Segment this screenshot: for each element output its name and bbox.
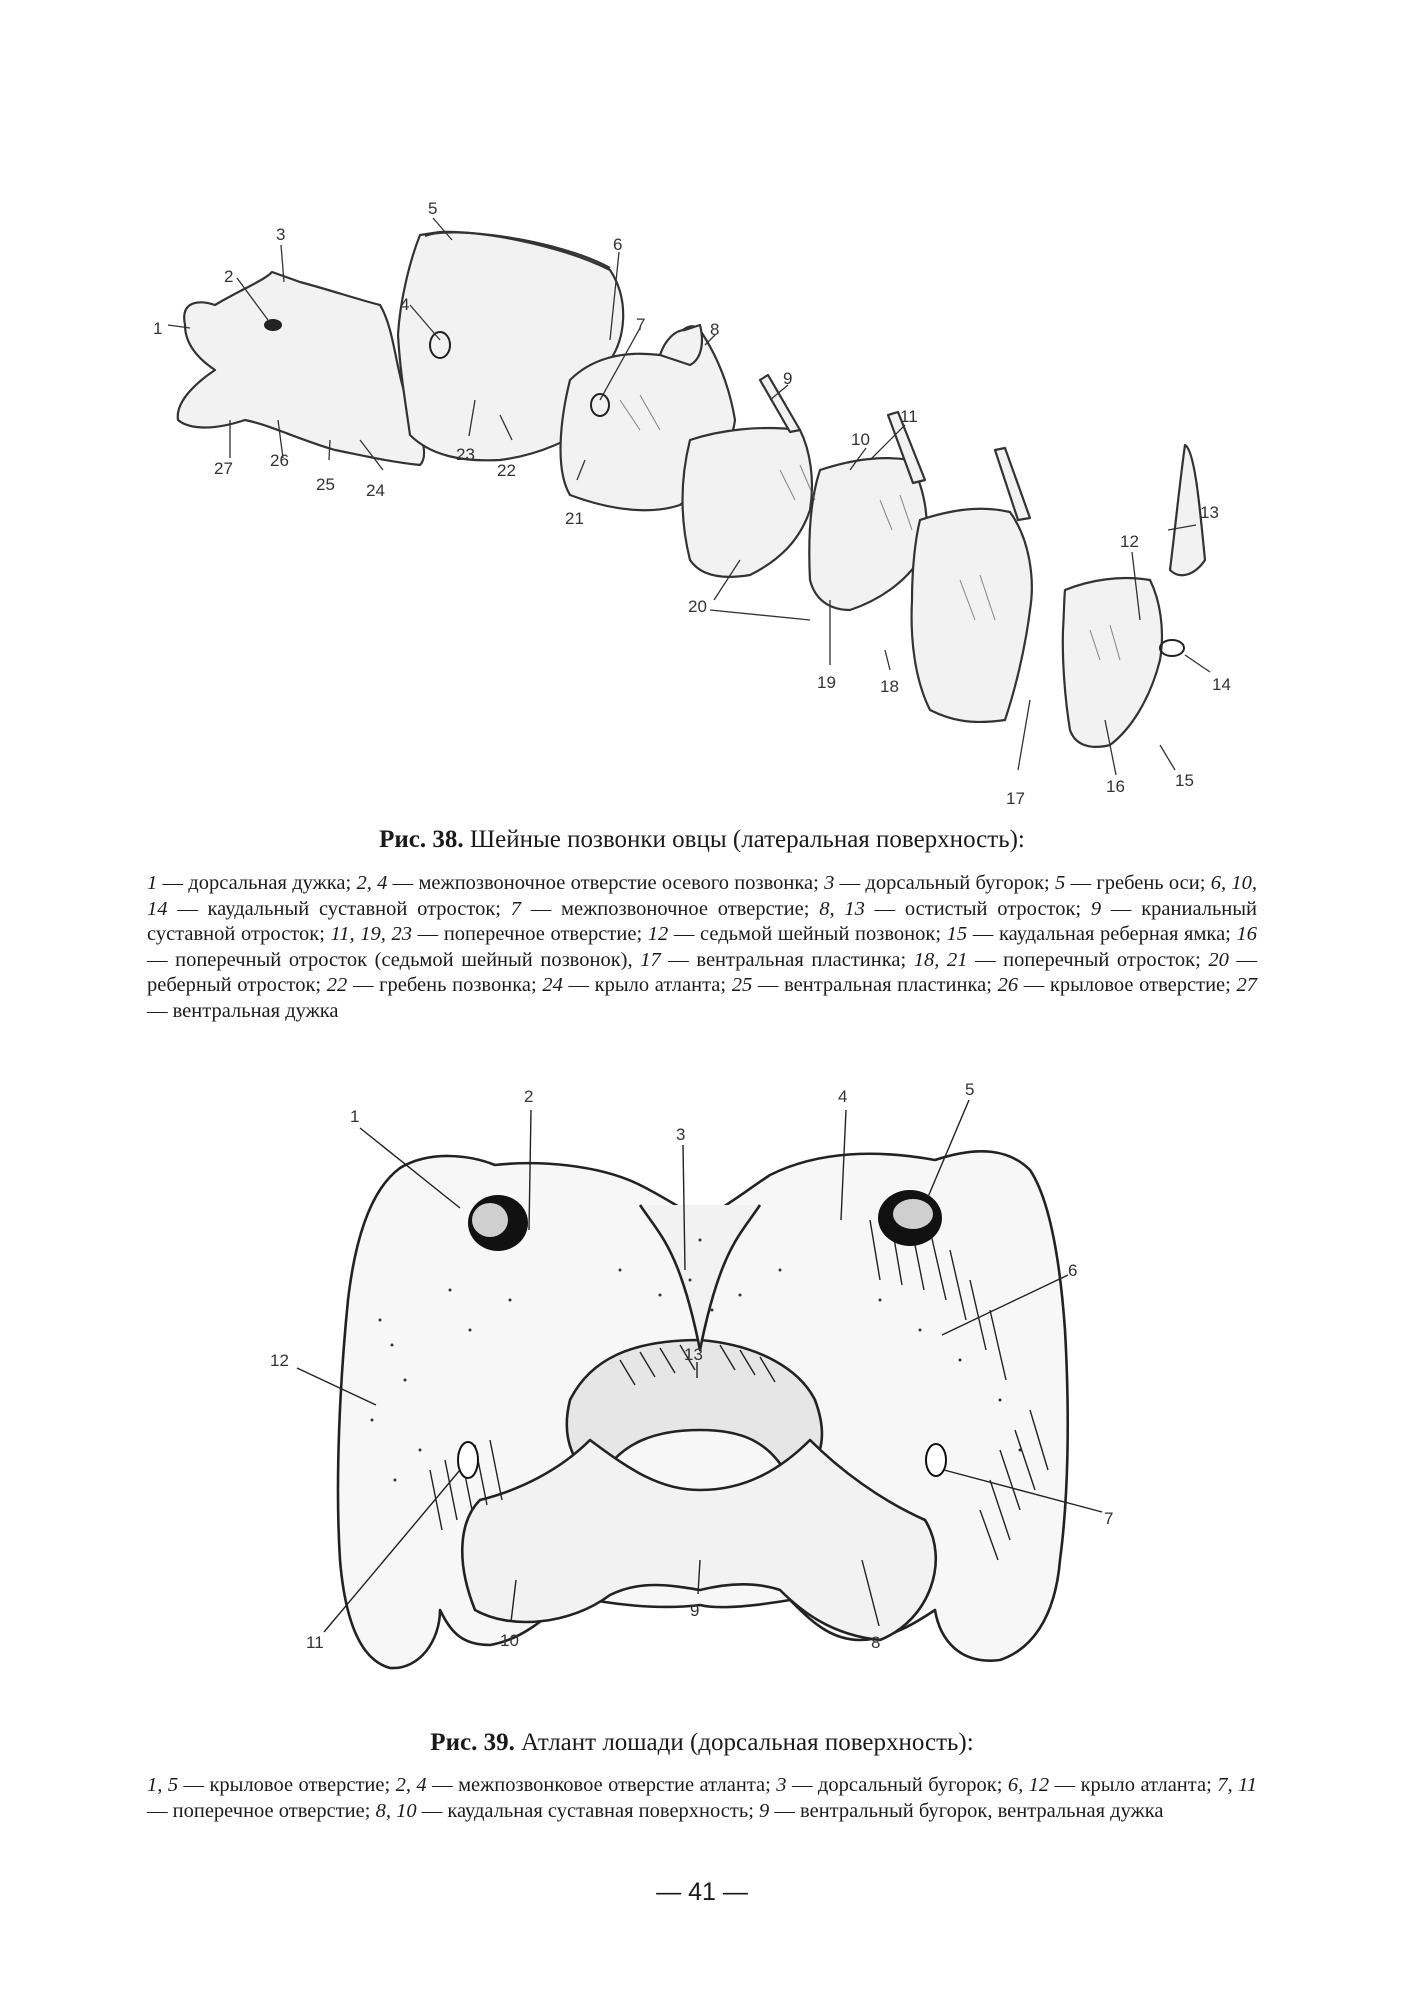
caption-entry-number: 11, 19, 23: [330, 923, 413, 945]
fig39-label-12: 12: [270, 1351, 289, 1370]
caption-entry-number: 15: [946, 923, 968, 945]
caption-entry-text: — каудальная реберная ямка;: [967, 923, 1237, 945]
fig38-label-23: 23: [456, 445, 475, 464]
fig38-label-9: 9: [783, 369, 793, 388]
caption-entry-number: 27: [1236, 974, 1258, 996]
caption-entry-number: 8, 10: [375, 1799, 417, 1822]
fig38-label-1: 1: [153, 319, 163, 338]
fig38-label-6: 6: [613, 235, 623, 254]
fig39-label-3: 3: [676, 1125, 686, 1144]
caption-entry-text: — вентральная пластинка;: [660, 948, 914, 971]
fig38-label-8: 8: [710, 320, 720, 339]
fig39-label-5: 5: [965, 1080, 975, 1099]
caption-entry-text: — межпозвонковое отверстие атланта;: [426, 1774, 777, 1796]
page-number: — 41 —: [656, 1878, 748, 1906]
caption-entry-text: — вентральная пластинка;: [752, 974, 998, 996]
caption-entry-text: — краниальный суставной отросток;: [147, 897, 1258, 945]
caption-entry-text: — дорсальный бугорок;: [786, 1774, 1008, 1796]
caption-entry-number: 22: [326, 974, 348, 996]
caption-entry-number: 17: [640, 948, 661, 971]
fig38-label-27: 27: [214, 459, 233, 478]
fig38-label-12: 12: [1120, 532, 1139, 551]
caption-entry-number: 18, 21: [913, 948, 968, 971]
caption-entry-text: — крыловое отверстие;: [1018, 974, 1237, 996]
caption-entry-text: — крыловое отверстие;: [178, 1774, 396, 1796]
fig38-label-22: 22: [497, 461, 516, 480]
caption-entry-number: 9: [759, 1799, 770, 1822]
fig38-label-25: 25: [316, 475, 335, 494]
caption-entry-text: — крыло атланта;: [562, 974, 732, 996]
fig38-label-2: 2: [224, 267, 234, 286]
caption-entry-text: — межпозвоночное отверстие;: [521, 897, 820, 920]
caption-entry-text: — вентральный бугорок, вентральная дужка: [769, 1799, 1164, 1822]
figure-39-caption-text: [147, 1773, 1257, 1824]
figure-38-illustration: [0, 0, 1404, 830]
horse-atlas-drawing: [338, 1151, 1068, 1668]
caption-entry-text: — каудальная суставная поверхность;: [416, 1799, 760, 1822]
caption-entry-text: — поперечный отросток;: [967, 948, 1209, 971]
fig39-label-6: 6: [1068, 1261, 1078, 1280]
fig39-label-13: 13: [684, 1345, 703, 1364]
caption-entry-text: — гребень позвонка;: [347, 974, 543, 996]
caption-entry-number: 24: [542, 974, 563, 996]
caption-entry-number: 12: [647, 923, 669, 945]
caption-entry-number: 7: [510, 897, 522, 920]
caption-entry-number: 26: [997, 974, 1019, 996]
caption-entry-number: 6, 12: [1007, 1774, 1050, 1796]
fig38-label-3: 3: [276, 225, 286, 244]
caption-entry-number: 3: [824, 872, 835, 894]
figure-38-caption-text: [147, 871, 1257, 1024]
caption-entry-number: 3: [776, 1774, 787, 1796]
fig38-label-24: 24: [366, 481, 385, 500]
fig38-label-15: 15: [1175, 771, 1194, 790]
caption-entry-text: — гребень оси;: [1065, 872, 1211, 894]
figure-38-caption-title: [0, 826, 1404, 854]
fig39-label-7: 7: [1104, 1509, 1114, 1528]
fig39-label-1: 1: [350, 1107, 360, 1126]
fig38-label-14: 14: [1212, 675, 1231, 694]
fig38-label-26: 26: [270, 451, 289, 470]
caption-entry-text: — реберный отросток;: [147, 948, 1257, 996]
figure-38-caption-heading: Шейные позвонки овцы (латеральная поверхность):: [469, 826, 1025, 853]
figure-39-illustration: [0, 1080, 1404, 1720]
caption-entry-text: — каудальный суставной отросток;: [167, 897, 511, 920]
caption-entry-number: 20: [1208, 948, 1229, 971]
fig38-label-16: 16: [1106, 777, 1125, 796]
caption-entry-text: — крыло атланта;: [1049, 1774, 1218, 1796]
caption-entry-text: — дорсальная дужка;: [157, 872, 357, 894]
caption-entry-number: 6, 10, 14: [147, 872, 1258, 920]
fig39-label-4: 4: [838, 1087, 848, 1106]
caption-entry-number: 1: [147, 872, 158, 894]
caption-entry-text: — поперечный отросток (седьмой шейный позвонок),: [147, 948, 641, 971]
caption-entry-text: — остистый отросток;: [864, 897, 1091, 920]
caption-entry-number: 16: [1236, 923, 1258, 945]
caption-entry-number: 9: [1090, 897, 1102, 920]
fig38-label-7: 7: [636, 315, 646, 334]
fig38-label-13: 13: [1200, 503, 1219, 522]
caption-entry-text: — поперечное отверстие;: [412, 923, 648, 945]
caption-entry-text: — межпозвоночное отверстие осевого позвонка;: [387, 872, 825, 894]
fig39-label-11: 11: [306, 1633, 324, 1652]
figure-39-caption-heading: Атлант лошади (дорсальная поверхность):: [521, 1729, 974, 1756]
fig38-label-10: 10: [851, 430, 870, 449]
caption-entry-number: 2, 4: [356, 872, 388, 894]
fig38-label-4: 4: [400, 295, 410, 314]
figure-39-caption-number: Рис. 39.: [430, 1729, 515, 1756]
fig38-label-11: 11: [900, 407, 918, 426]
fig39-label-8: 8: [871, 1633, 881, 1652]
caption-entry-text: — поперечное отверстие;: [147, 1799, 376, 1822]
caption-entry-number: 5: [1055, 872, 1066, 894]
fig38-label-20: 20: [688, 597, 707, 616]
caption-entry-text: — седьмой шейный позвонок;: [668, 923, 947, 945]
caption-entry-number: 25: [731, 974, 753, 996]
fig38-label-21: 21: [565, 509, 584, 528]
fig38-label-17: 17: [1006, 789, 1025, 808]
fig39-label-10: 10: [500, 1631, 519, 1650]
fig39-label-2: 2: [524, 1087, 534, 1106]
caption-entry-text: — дорсальный бугорок;: [834, 872, 1056, 894]
caption-entry-number: 2, 4: [395, 1774, 427, 1796]
fig39-label-9: 9: [690, 1601, 700, 1620]
figure-39-caption-title: [0, 1729, 1404, 1757]
fig38-label-5: 5: [428, 199, 438, 218]
caption-entry-number: 7, 11: [1217, 1774, 1258, 1796]
fig38-label-19: 19: [817, 673, 836, 692]
caption-entry-text: — вентральная дужка: [147, 999, 339, 1022]
caption-entry-number: 8, 13: [819, 897, 865, 920]
caption-entry-number: 1, 5: [147, 1774, 179, 1796]
figure-38-caption-number: Рис. 38.: [379, 826, 464, 853]
fig38-label-18: 18: [880, 677, 899, 696]
